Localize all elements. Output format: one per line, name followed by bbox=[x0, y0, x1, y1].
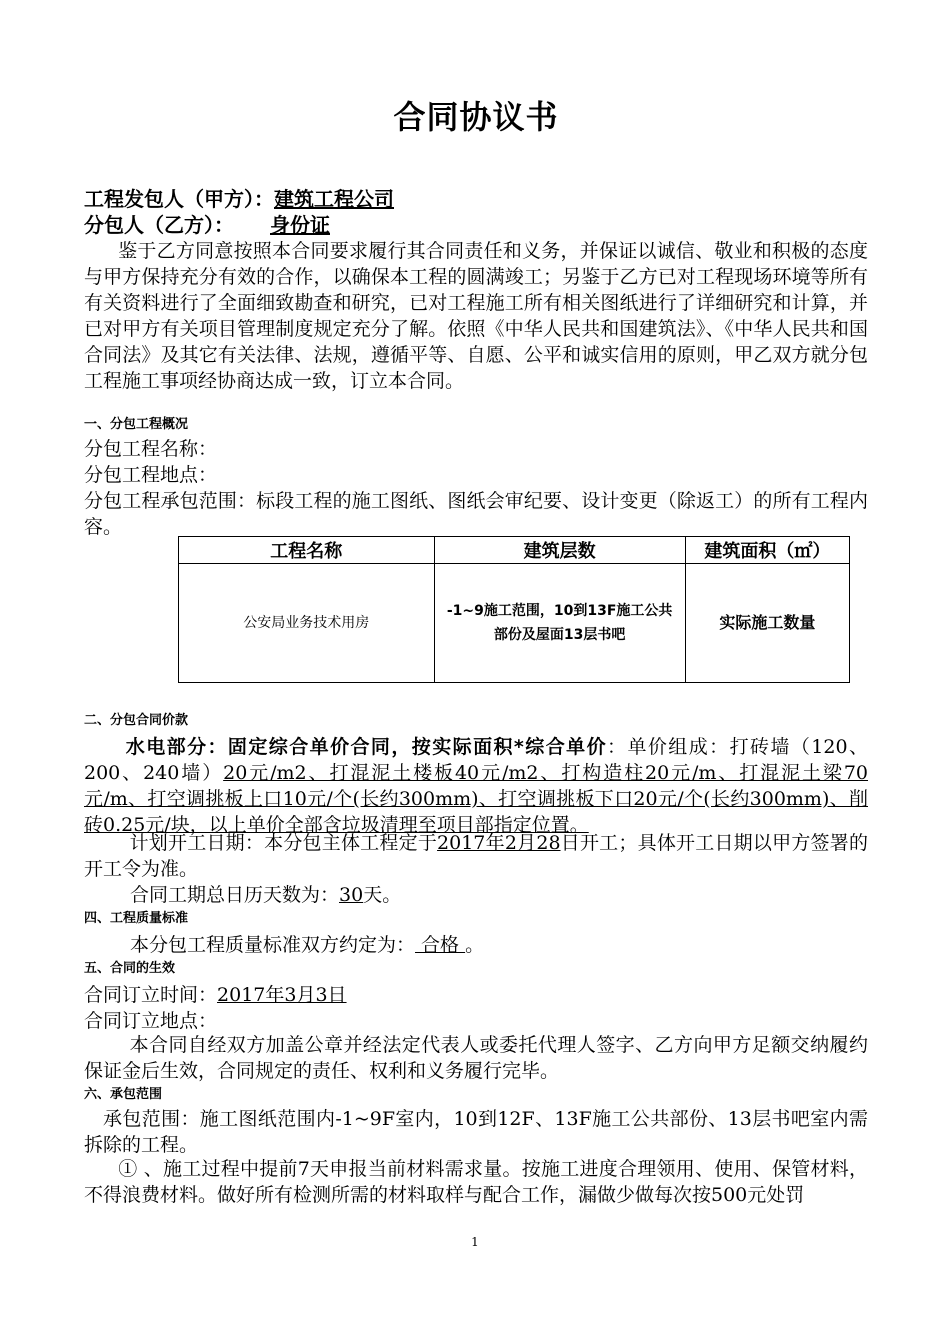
party-a-line bbox=[84, 186, 458, 212]
start-date: 2017年2月28 bbox=[437, 832, 561, 854]
header-area: 建筑面积（㎡） bbox=[685, 537, 849, 564]
duration-prefix: 合同工期总日历天数为： bbox=[130, 884, 340, 906]
party-b-value: 身份证 bbox=[270, 213, 330, 237]
start-date-paragraph bbox=[84, 830, 868, 882]
intro-paragraph: 鉴于乙方同意按照本合同要求履行其合同责任和义务，并保证以诚信、敬业和积极的态度与甲方保持充分有效的合作，以确保本工程的圆满竣工；另鉴于乙方已对工程现场环境等所有有关资料进行了全面细致勘查和研究，已对工程施工所有相关图纸进行了详细研究和计算，并已对甲方有关项目管理制度规定充分了解。依照《中华人民共和国建筑法》、《中华人民共和国合同法》及其它有关法律、法规，遵循平等、自愿、公平和诚实信用的原则，甲乙双方就分包工程施工事项经协商达成一致，订立本合同。 bbox=[84, 240, 868, 392]
duration-line bbox=[130, 882, 401, 908]
header-project-name: 工程名称 bbox=[179, 537, 435, 564]
signed-date: 2017年3月3日 bbox=[217, 984, 347, 1006]
effect-paragraph: 本合同自经双方加盖公章并经法定代表人或委托代理人签字、乙方向甲方足额交纳履约保证金后生效，合同规定的责任、权利和义务履行完毕。 bbox=[84, 1034, 868, 1082]
price-colon: ： bbox=[607, 736, 628, 758]
cell-area: 实际施工数量 bbox=[685, 564, 849, 683]
scope-paragraph: 承包范围：施工图纸范围内-1~9F室内，10到12F、13F施工公共部份、13层书吧室内需拆除的工程。 bbox=[84, 1108, 868, 1156]
price-type: 水电部分：固定综合单价合同，按实际面积*综合单价 bbox=[125, 736, 607, 758]
price-paragraph bbox=[84, 734, 868, 838]
start-date-prefix: 计划开工日期：本分包主体工程定于 bbox=[129, 832, 438, 854]
subcontract-name-line: 分包工程名称： bbox=[84, 438, 218, 460]
header-floors: 建筑层数 bbox=[434, 537, 685, 564]
start-date-suffix: 日开工；具体开工日期以甲方签署的开工令为准。 bbox=[84, 832, 868, 880]
table-row bbox=[179, 564, 850, 683]
section-4-heading: 四、工程质量标准 bbox=[84, 911, 189, 926]
subcontract-scope-line: 分包工程承包范围：标段工程的施工图纸、图纸会审纪要、设计变更（除返工）的所有工程内容。 bbox=[84, 490, 868, 538]
quality-prefix: 本分包工程质量标准双方约定为： bbox=[130, 934, 416, 956]
unit-prices: 20元/m2、打混泥土楼板40元/m2、打构造柱20元/m、打混泥土梁70元/m、打空调挑板上口10元/个(长约300mm)、打空调挑板下口20元/个(长约300mm)、削砖0.25元/块，以上单价全部含垃圾清理至项目部指定位置。 bbox=[84, 762, 869, 836]
duration-days: 30 bbox=[339, 884, 364, 906]
signed-date-prefix: 合同订立时间： bbox=[84, 984, 218, 1006]
signed-place-line: 合同订立地点： bbox=[84, 1010, 218, 1032]
section-5-heading: 五、合同的生效 bbox=[84, 961, 176, 976]
cell-project-name: 公安局业务技术用房 bbox=[179, 564, 435, 683]
duration-suffix: 天。 bbox=[363, 884, 402, 906]
quality-suffix: 。 bbox=[465, 934, 485, 956]
party-a-label: 工程发包人（甲方）： bbox=[84, 187, 274, 211]
quality-line bbox=[130, 932, 484, 958]
subcontract-location-line: 分包工程地点： bbox=[84, 464, 218, 486]
section-1-heading: 一、分包工程概况 bbox=[84, 417, 189, 432]
quality-value: 合格 bbox=[415, 934, 466, 956]
party-b-line bbox=[84, 212, 444, 238]
price-composition: 单价组成：打砖墙（120、200、240墙） bbox=[84, 736, 868, 784]
section-6-heading: 六、承包范围 bbox=[84, 1087, 163, 1102]
page-number: 1 bbox=[471, 1235, 479, 1249]
party-b-label: 分包人（乙方）： bbox=[84, 213, 234, 237]
cell-floors: -1~9施工范围，10到13F施工公共部份及屋面13层书吧 bbox=[434, 564, 685, 683]
signed-date-line bbox=[84, 982, 347, 1008]
section-2-heading: 二、分包合同价款 bbox=[84, 713, 189, 728]
party-a-value: 建筑工程公司 bbox=[274, 187, 394, 211]
page-title: 合同协议书 bbox=[393, 98, 559, 136]
item-1-paragraph: ① 、施工过程中提前7天申报当前材料需求量。按施工进度合理领用、使用、保管材料，不得浪费材料。做好所有检测所需的材料取样与配合工作，漏做少做每次按500元处罚 bbox=[84, 1158, 868, 1206]
project-table bbox=[178, 536, 850, 683]
table-header-row bbox=[179, 537, 850, 564]
